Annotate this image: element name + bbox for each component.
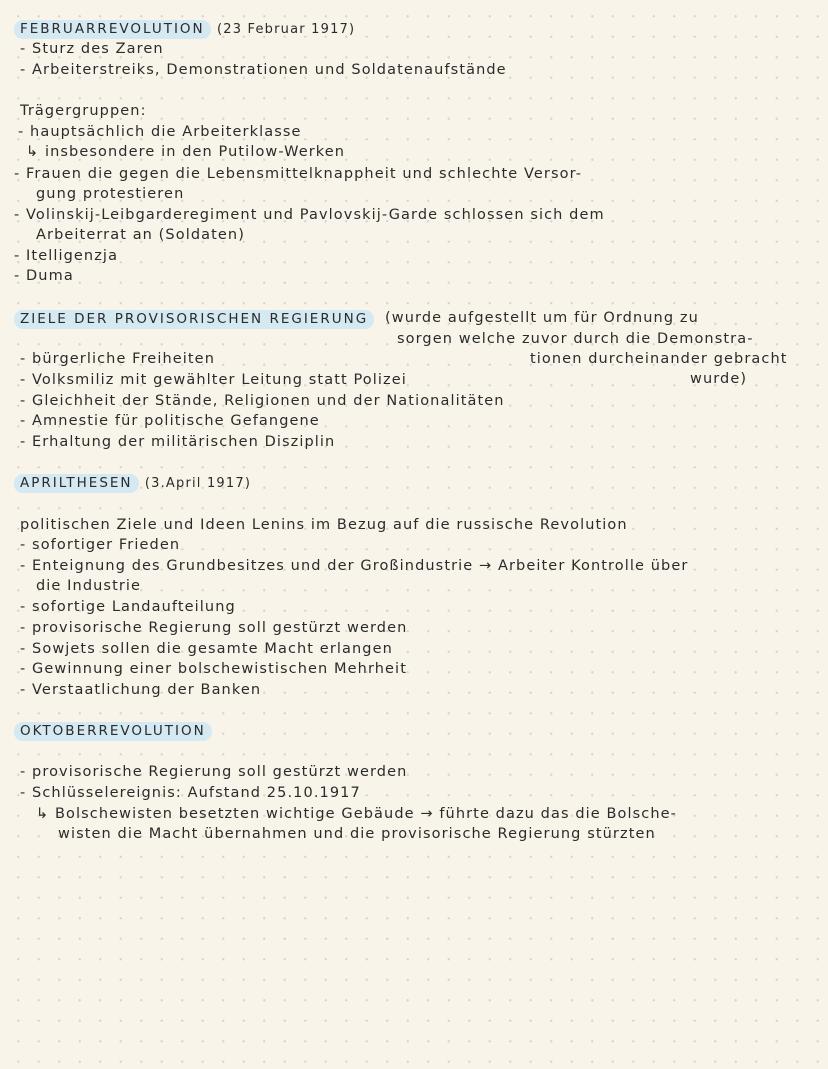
list-item: - Amnestie für politische Gefangene: [20, 413, 320, 429]
list-item: - Arbeiterstreiks, Demonstrationen und Soldatenaufstände: [20, 62, 507, 78]
list-item: ↳ Bolschewisten besetzten wichtige Gebäude → führte dazu das die Bolsche-: [36, 806, 678, 822]
note-line: wurde): [690, 371, 748, 387]
list-item: - Itelligenzja: [14, 248, 119, 264]
list-item: - Erhaltung der militärischen Disziplin: [20, 434, 336, 450]
heading-ziele: ZIELE DER PROVISORISCHEN REGIERUNG: [14, 310, 374, 329]
list-item: - Enteignung des Grundbesitzes und der Großindustrie → Arbeiter Kontrolle über: [20, 558, 689, 574]
list-item: - provisorische Regierung soll gestürzt werden: [20, 620, 408, 636]
list-item: - bürgerliche Freiheiten: [20, 351, 215, 367]
list-item: wisten die Macht übernahmen und die provisorische Regierung stürzten: [58, 826, 656, 842]
list-item: - provisorische Regierung soll gestürzt werden: [20, 764, 408, 780]
list-item: - Gleichheit der Stände, Religionen und der Nationalitäten: [20, 393, 505, 409]
section-ziele: [20, 310, 374, 328]
list-item: - sofortige Landaufteilung: [20, 599, 236, 615]
heading-aprilthesen: APRILTHESEN: [14, 474, 139, 493]
list-item: - Volksmiliz mit gewählter Leitung statt Polizei: [20, 372, 407, 388]
note-line: sorgen welche zuvor durch die Demonstra-: [397, 331, 754, 347]
list-item: - Schlüsselereignis: Aufstand 25.10.1917: [20, 785, 361, 801]
list-item: - Duma: [14, 268, 74, 284]
heading-februarrevolution: FEBRUARREVOLUTION: [14, 20, 211, 39]
note-line: (wurde aufgestellt um für Ordnung zu: [385, 310, 699, 326]
note-line: tionen durcheinander gebracht: [530, 351, 788, 367]
list-item: - hauptsächlich die Arbeiterklasse: [18, 124, 302, 140]
list-item: - Gewinnung einer bolschewistischen Mehrheit: [20, 661, 407, 677]
subheading-traegergruppen: Trägergruppen:: [20, 103, 147, 119]
list-item: - Frauen die gegen die Lebensmittelknappheit und schlechte Versor-: [14, 166, 583, 182]
list-item: - Sowjets sollen die gesamte Macht erlangen: [20, 641, 393, 657]
list-item: Arbeiterrat an (Soldaten): [36, 227, 245, 243]
list-item: - Sturz des Zaren: [20, 41, 164, 57]
intro-text: politischen Ziele und Ideen Lenins im Bezug auf die russische Revolution: [20, 517, 628, 533]
date-april: (3.April 1917): [144, 476, 252, 491]
section-februar: [20, 20, 355, 39]
list-item: gung protestieren: [36, 186, 185, 202]
section-oktober: [20, 722, 212, 740]
list-item: die Industrie: [36, 578, 142, 594]
list-item: ↳ insbesondere in den Putilow-Werken: [26, 144, 346, 160]
list-item: - Volinskij-Leibgarderegiment und Pavlovskij-Garde schlossen sich dem: [14, 207, 605, 223]
date-februar: (23 Februar 1917): [216, 22, 356, 37]
list-item: - Verstaatlichung der Banken: [20, 682, 262, 698]
list-item: - sofortiger Frieden: [20, 537, 181, 553]
heading-oktoberrevolution: OKTOBERREVOLUTION: [14, 722, 212, 741]
section-april: [20, 474, 251, 493]
